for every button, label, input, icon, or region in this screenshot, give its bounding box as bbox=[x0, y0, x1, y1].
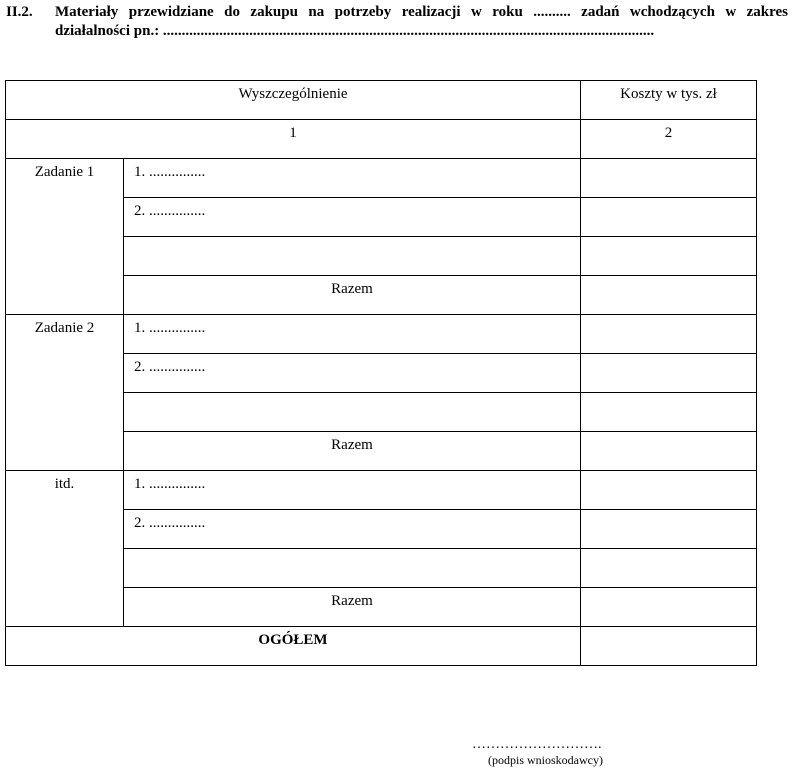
total-label: OGÓŁEM bbox=[258, 632, 328, 648]
cost-cell[interactable] bbox=[581, 315, 757, 354]
cost-cell[interactable] bbox=[581, 237, 757, 276]
column-number-2: 2 bbox=[581, 120, 757, 159]
header-row bbox=[6, 81, 757, 120]
item-cell[interactable] bbox=[124, 393, 581, 432]
table-row bbox=[6, 471, 757, 510]
total-cost-cell[interactable] bbox=[581, 627, 757, 666]
header-description: Wyszczególnienie bbox=[6, 81, 581, 120]
task-label: Zadanie 2 bbox=[34, 320, 95, 336]
cost-cell[interactable] bbox=[581, 354, 757, 393]
task-label-cell bbox=[6, 471, 124, 627]
item-cell[interactable]: 2. ............... bbox=[124, 354, 581, 393]
table-row bbox=[6, 159, 757, 198]
subtotal-label-cell: Razem bbox=[124, 588, 581, 627]
subtotal-cost-cell[interactable] bbox=[581, 276, 757, 315]
column-number-row bbox=[6, 120, 757, 159]
cost-cell[interactable] bbox=[581, 159, 757, 198]
subtotal-label-cell: Razem bbox=[124, 432, 581, 471]
subtotal-label-cell: Razem bbox=[124, 276, 581, 315]
subtotal-cost-cell[interactable] bbox=[581, 432, 757, 471]
cost-cell[interactable] bbox=[581, 393, 757, 432]
section-title-line1: Materiały przewidziane do zakupu na potrzeby realizacji w roku .......... zadań wchodzących w zakres bbox=[55, 4, 788, 20]
section-title-line2: działalności pn.: ................................................................................................................................... bbox=[55, 23, 655, 39]
table-row bbox=[6, 315, 757, 354]
column-number-1: 1 bbox=[6, 120, 581, 159]
item-cell[interactable]: 1. ............... bbox=[124, 159, 581, 198]
section-number: II.2. bbox=[6, 4, 33, 20]
item-cell[interactable]: 1. ............... bbox=[124, 471, 581, 510]
item-cell[interactable]: 2. ............... bbox=[124, 510, 581, 549]
item-cell[interactable] bbox=[124, 549, 581, 588]
task-label: Zadanie 1 bbox=[34, 164, 95, 180]
item-cell[interactable]: 1. ............... bbox=[124, 315, 581, 354]
signature-caption: (podpis wnioskodawcy) bbox=[488, 753, 603, 767]
item-cell[interactable] bbox=[124, 237, 581, 276]
cost-cell[interactable] bbox=[581, 510, 757, 549]
cost-cell[interactable] bbox=[581, 198, 757, 237]
materials-cost-table bbox=[5, 80, 757, 666]
cost-cell[interactable] bbox=[581, 471, 757, 510]
signature-line: ………………………. bbox=[472, 737, 602, 752]
total-label-cell bbox=[6, 627, 581, 666]
task-label-cell bbox=[6, 159, 124, 315]
task-label: itd. bbox=[54, 476, 75, 492]
cost-cell[interactable] bbox=[581, 549, 757, 588]
header-costs: Koszty w tys. zł bbox=[581, 81, 757, 120]
item-cell[interactable]: 2. ............... bbox=[124, 198, 581, 237]
total-row bbox=[6, 627, 757, 666]
task-label-cell bbox=[6, 315, 124, 471]
subtotal-cost-cell[interactable] bbox=[581, 588, 757, 627]
